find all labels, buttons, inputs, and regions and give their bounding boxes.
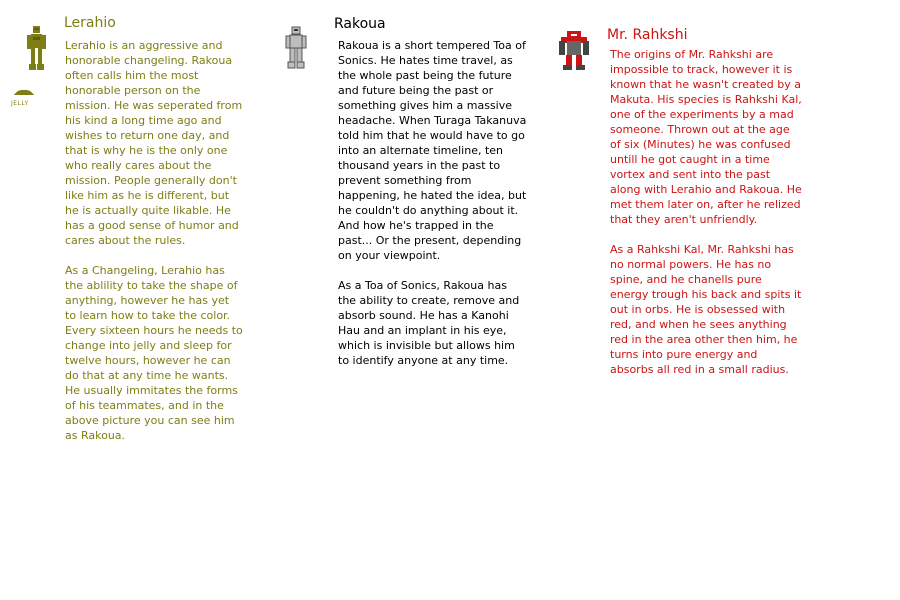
- jelly-label: JELLY: [11, 100, 29, 107]
- bio-paragraph: As a Changeling, Lerahio has the ablility to take the shape of anything, however he has yet to learn how to take the color. Every sixteen hours he needs to change into jelly and sleep for twelve hours, however he can do that at any time he wants. He usually immitates the forms of his teammates, and in the above picture you can see him as Rakoua.: [65, 264, 243, 442]
- jelly-blob-icon: [12, 88, 36, 96]
- character-bio: [338, 38, 528, 383]
- character-bio: [65, 38, 243, 458]
- character-bio: [610, 47, 802, 392]
- bio-paragraph: The origins of Mr. Rahkshi are impossible to track, however it is known that he wasn't created by a Makuta. His species is Rahkshi Kal, one of the experiments by a mad someone. Thrown out at the age of six (Minutes) he was confused untill he got caught in a time vortex and sent into the past along with Lerahio and Rakoua. He met them later on, after he relized that they aren't unfriendly.: [610, 48, 802, 226]
- lerahio-sprite-icon: [26, 26, 48, 72]
- bio-paragraph: Rakoua is a short tempered Toa of Sonics. He hates time travel, as the whole past being the future and future being the past or something gives him a massive headache. When Turaga Takanuva told him that he would have to go into an alternate timeline, ten thousand years in the past to prevent something from happening, he hated the idea, but he couldn't do anything about it. And how he's trapped in the past... Or the present, depending on your viewpoint.: [338, 39, 527, 262]
- character-name: Rakoua: [334, 16, 386, 32]
- bio-paragraph: As a Rahkshi Kal, Mr. Rahkshi has no normal powers. He has no spine, and he chanells pure energy trough his back and spits it out in orbs. He is obsessed with red, and when he sees anything red in the area other then him, he turns into pure energy and absorbs all red in a small radius.: [610, 243, 802, 376]
- rahkshi-sprite-icon: [557, 31, 591, 71]
- rakoua-sprite-icon: [285, 26, 307, 70]
- bio-paragraph: Lerahio is an aggressive and honorable changeling. Rakoua often calls him the most honorable person on the mission. He was seperated from his kind a long time ago and wishes to return one day, and that is why he is the only one who really cares about the mission. People generally don't like him as he is different, but he is actually quite likable. He has a good sense of humor and cares about the rules.: [65, 39, 243, 247]
- character-name: Lerahio: [64, 15, 116, 31]
- bio-paragraph: As a Toa of Sonics, Rakoua has the ability to create, remove and absorb sound. He has a Kanohi Hau and an implant in his eye, which is invisible but allows him to identify anyone at any time.: [338, 279, 520, 367]
- character-name: Mr. Rahkshi: [607, 27, 688, 43]
